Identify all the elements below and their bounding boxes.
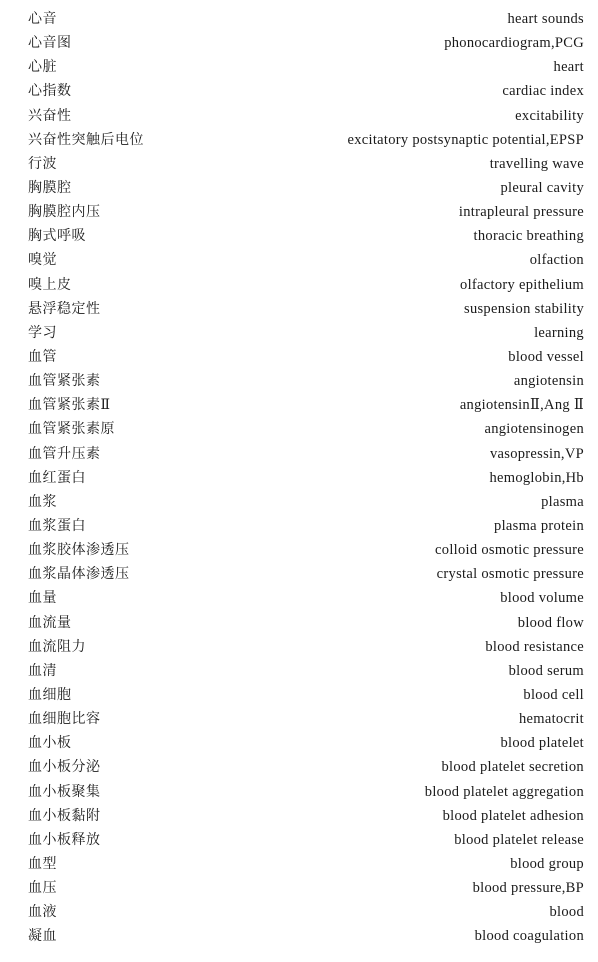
glossary-row (28, 780, 584, 804)
glossary-row (28, 707, 584, 731)
chinese-term: 凝血 (28, 928, 57, 945)
english-term: angiotensinⅡ,Ang Ⅱ (459, 397, 584, 414)
chinese-term: 血小板分泌 (28, 759, 101, 776)
english-term: blood (549, 904, 584, 921)
english-term: vasopressin,VP (489, 445, 584, 462)
glossary-row (28, 55, 584, 79)
english-term: cardiac index (502, 83, 584, 100)
glossary-list (28, 7, 584, 948)
english-term: blood cell (523, 686, 584, 703)
chinese-term: 心指数 (28, 83, 72, 100)
chinese-term: 血浆蛋白 (28, 517, 86, 534)
glossary-row (28, 200, 584, 224)
chinese-term: 血管紧张素 (28, 373, 101, 390)
english-term: excitability (515, 107, 584, 124)
glossary-row (28, 224, 584, 248)
glossary-row (28, 828, 584, 852)
english-term: blood group (510, 855, 584, 872)
english-term: blood platelet secretion (441, 759, 584, 776)
english-term: heart (553, 59, 584, 76)
english-term: intrapleural pressure (458, 204, 584, 221)
glossary-row (28, 248, 584, 272)
chinese-term: 胸膜腔内压 (28, 204, 101, 221)
glossary-row (28, 79, 584, 103)
chinese-term: 血浆 (28, 493, 57, 510)
glossary-row (28, 635, 584, 659)
glossary-row (28, 466, 584, 490)
chinese-term: 血清 (28, 662, 57, 679)
chinese-term: 血流量 (28, 614, 72, 631)
english-term: excitatory postsynaptic potential,EPSP (347, 131, 584, 148)
english-term: learning (534, 324, 584, 341)
chinese-term: 血浆晶体渗透压 (28, 566, 130, 583)
english-term: blood platelet release (454, 831, 584, 848)
english-term: crystal osmotic pressure (436, 566, 584, 583)
english-term: blood flow (517, 614, 584, 631)
chinese-term: 胸膜腔 (28, 179, 72, 196)
chinese-term: 心音图 (28, 35, 72, 52)
chinese-term: 兴奋性 (28, 107, 72, 124)
glossary-row (28, 876, 584, 900)
chinese-term: 血流阻力 (28, 638, 86, 655)
chinese-term: 血小板释放 (28, 831, 101, 848)
glossary-row (28, 538, 584, 562)
chinese-term: 血管 (28, 348, 57, 365)
chinese-term: 血浆胶体渗透压 (28, 542, 130, 559)
chinese-term: 心脏 (28, 59, 57, 76)
chinese-term: 学习 (28, 324, 57, 341)
chinese-term: 行波 (28, 155, 57, 172)
english-term: blood pressure,BP (472, 880, 584, 897)
glossary-row (28, 176, 584, 200)
glossary-row (28, 900, 584, 924)
glossary-row (28, 297, 584, 321)
glossary-row (28, 562, 584, 586)
chinese-term: 血红蛋白 (28, 469, 86, 486)
chinese-term: 血细胞 (28, 686, 72, 703)
glossary-row (28, 514, 584, 538)
glossary-row (28, 321, 584, 345)
english-term: phonocardiogram,PCG (444, 35, 584, 52)
english-term: plasma (541, 493, 584, 510)
english-term: olfactory epithelium (460, 276, 584, 293)
glossary-row (28, 417, 584, 441)
english-term: travelling wave (489, 155, 584, 172)
english-term: olfaction (529, 252, 584, 269)
english-term: blood platelet adhesion (442, 807, 584, 824)
english-term: blood volume (500, 590, 584, 607)
chinese-term: 血型 (28, 855, 57, 872)
chinese-term: 胸式呼吸 (28, 228, 86, 245)
glossary-row (28, 128, 584, 152)
english-term: angiotensinogen (484, 421, 584, 438)
english-term: blood vessel (508, 348, 584, 365)
glossary-row (28, 393, 584, 417)
chinese-term: 嗅觉 (28, 252, 57, 269)
chinese-term: 心音 (28, 11, 57, 27)
chinese-term: 血压 (28, 880, 57, 897)
chinese-term: 血小板 (28, 735, 72, 752)
glossary-row (28, 852, 584, 876)
glossary-row (28, 104, 584, 128)
glossary-row (28, 345, 584, 369)
english-term: blood serum (508, 662, 584, 679)
english-term: blood coagulation (474, 928, 584, 945)
chinese-term: 血细胞比容 (28, 711, 101, 728)
glossary-row (28, 731, 584, 755)
chinese-term: 血小板聚集 (28, 783, 101, 800)
chinese-term: 嗅上皮 (28, 276, 72, 293)
english-term: suspension stability (464, 300, 584, 317)
chinese-term: 血量 (28, 590, 57, 607)
glossary-row (28, 442, 584, 466)
english-term: blood resistance (485, 638, 584, 655)
chinese-term: 血管紧张素原 (28, 421, 115, 438)
chinese-term: 血液 (28, 904, 57, 921)
glossary-row (28, 804, 584, 828)
english-term: hemoglobin,Hb (489, 469, 584, 486)
english-term: pleural cavity (500, 179, 584, 196)
english-term: blood platelet aggregation (424, 783, 584, 800)
glossary-row (28, 31, 584, 55)
english-term: colloid osmotic pressure (435, 542, 584, 559)
chinese-term: 血小板黏附 (28, 807, 101, 824)
glossary-row (28, 755, 584, 779)
glossary-row (28, 490, 584, 514)
glossary-row (28, 683, 584, 707)
glossary-row (28, 611, 584, 635)
glossary-row (28, 924, 584, 948)
chinese-term: 血管紧张素Ⅱ (28, 397, 111, 414)
glossary-row (28, 659, 584, 683)
glossary-row (28, 369, 584, 393)
chinese-term: 兴奋性突触后电位 (28, 131, 144, 148)
english-term: blood platelet (500, 735, 584, 752)
english-term: plasma protein (494, 517, 584, 534)
glossary-row (28, 273, 584, 297)
glossary-row (28, 7, 584, 31)
glossary-row (28, 586, 584, 610)
english-term: thoracic breathing (473, 228, 584, 245)
chinese-term: 悬浮稳定性 (28, 300, 101, 317)
english-term: heart sounds (507, 11, 584, 27)
chinese-term: 血管升压素 (28, 445, 101, 462)
english-term: angiotensin (513, 373, 584, 390)
glossary-row (28, 152, 584, 176)
english-term: hematocrit (518, 711, 584, 728)
